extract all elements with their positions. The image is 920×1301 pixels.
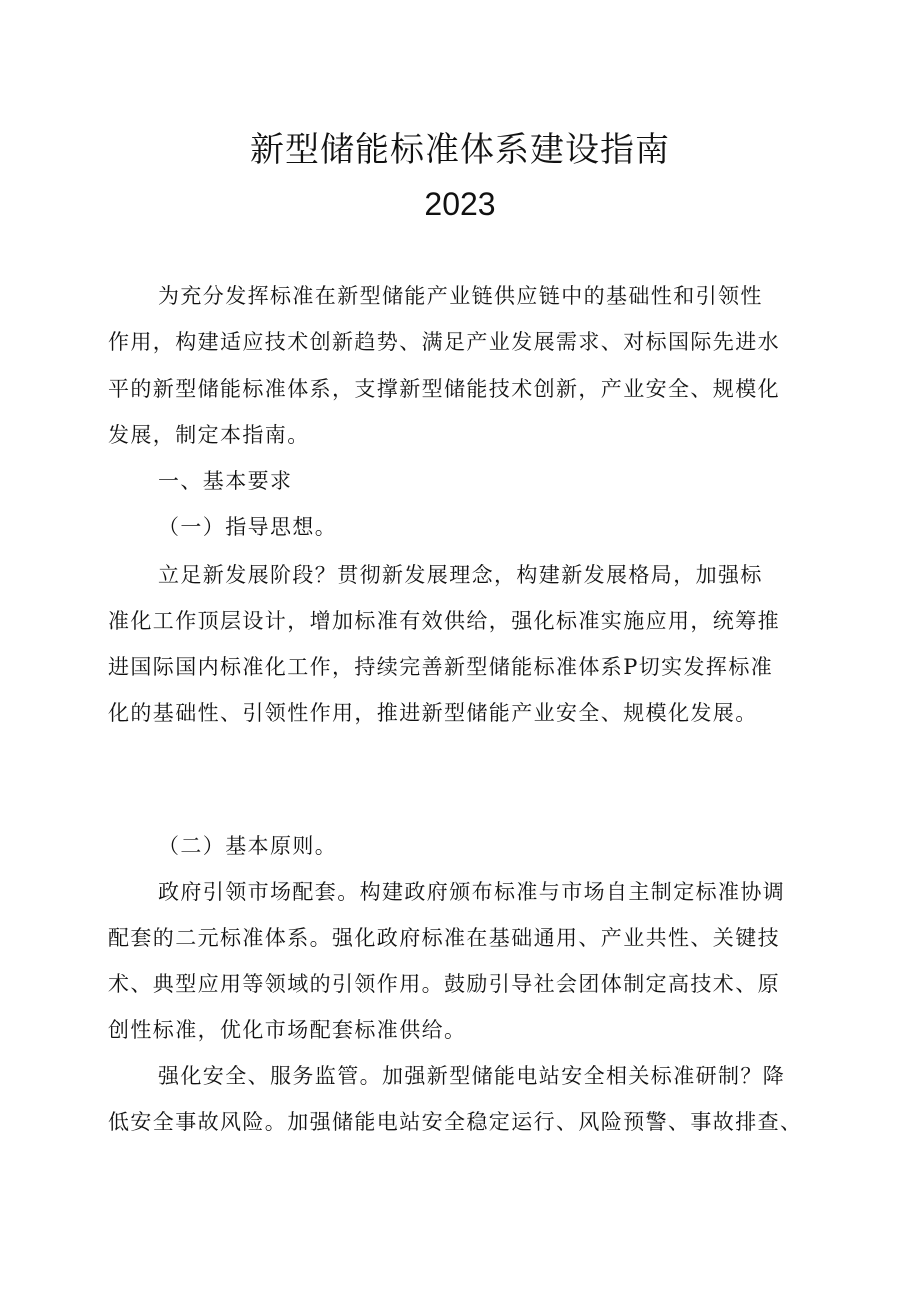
- paragraph-line: 配套的二元标准体系。强化政府标准在基础通用、产业共性、关键技: [108, 926, 780, 950]
- paragraph-line: 立足新发展阶段？贯彻新发展理念，构建新发展格局，加强标: [158, 563, 763, 587]
- subsection-heading: （一）指导思想。: [158, 515, 338, 539]
- paragraph-line: 政府引领市场配套。构建政府颁布标准与市场自主制定标准协调: [158, 880, 786, 904]
- paragraph-line: 化的基础性、引领性作用，推进新型储能产业安全、规模化发展。: [108, 701, 758, 725]
- paragraph-line: 术、典型应用等领域的引领作用。鼓励引导社会团体制定高技术、原: [108, 972, 780, 996]
- paragraph-line: 进国际国内标准化工作，持续完善新型储能标准体系P切实发挥标准: [108, 655, 774, 679]
- document-year: 2023: [424, 186, 496, 222]
- paragraph-line: 平的新型储能标准体系，支撑新型储能技术创新，产业安全、规模化: [108, 377, 780, 401]
- paragraph-line: 作用，构建适应技术创新趋势、满足产业发展需求、对标国际先进水: [108, 330, 780, 354]
- section-heading: 一、基本要求: [158, 469, 293, 493]
- paragraph-line: 发展，制定本指南。: [108, 423, 310, 447]
- paragraph-line: 创性标准，优化市场配套标准供给。: [108, 1018, 467, 1042]
- subsection-heading: （二）基本原则。: [158, 834, 338, 858]
- document-title: 新型储能标准体系建设指南: [250, 130, 670, 170]
- paragraph-line: 低安全事故风险。加强储能电站安全稳定运行、风险预警、事故排查、: [108, 1110, 803, 1134]
- paragraph-line: 为充分发挥标准在新型储能产业链供应链中的基础性和引领性: [158, 284, 763, 308]
- paragraph-line: 强化安全、服务监管。加强新型储能电站安全相关标准研制？降: [158, 1064, 786, 1088]
- paragraph-line: 准化工作顶层设计，增加标准有效供给，强化标准实施应用，统筹推: [108, 609, 780, 633]
